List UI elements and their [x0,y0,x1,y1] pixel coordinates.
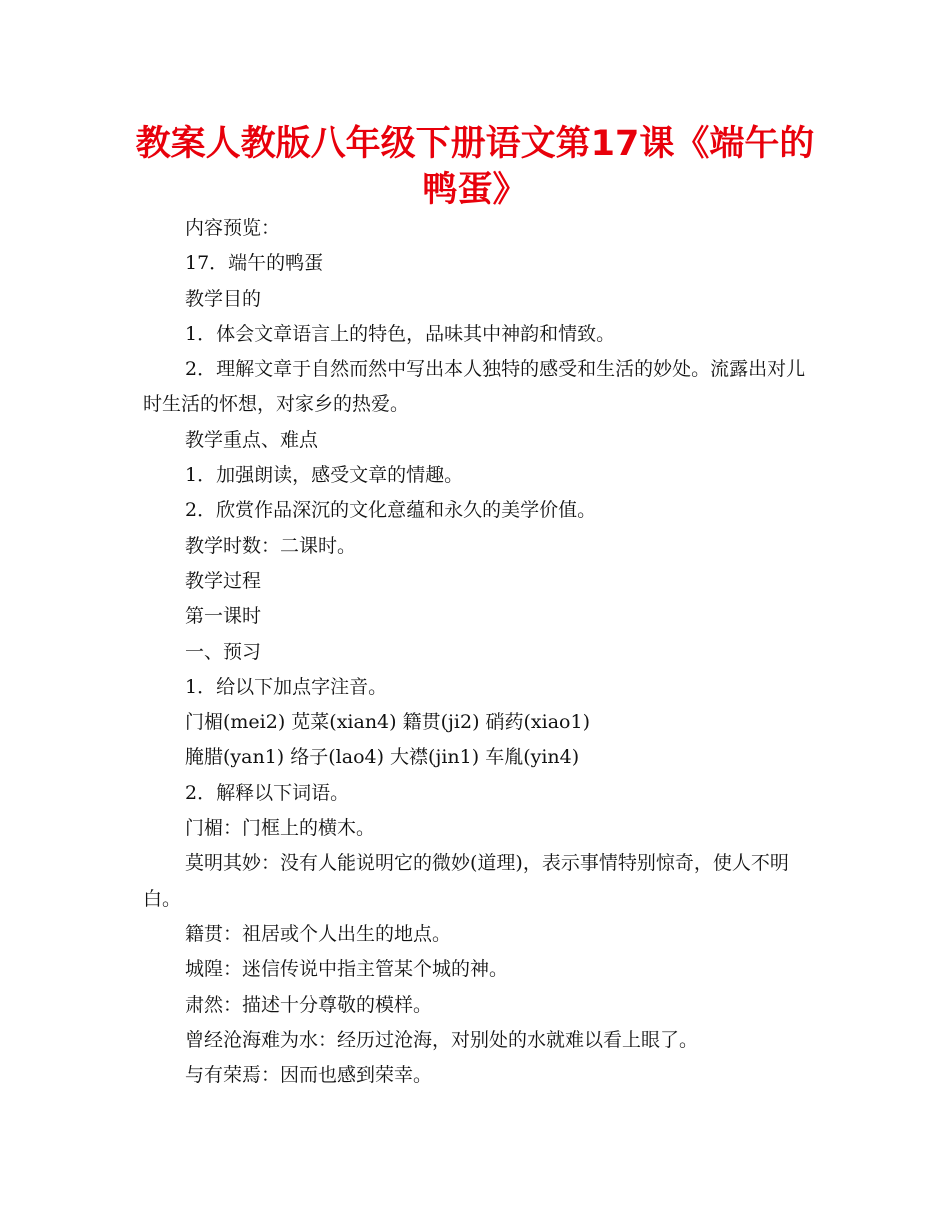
document-body [143,211,815,1093]
paragraph-definition-yuyourongyan: 与有荣焉：因而也感到荣幸。 [185,1064,433,1087]
document-title: 教案人教版八年级下册语文第17课《端午的鸭蛋》 [135,124,815,210]
paragraph-definition-chenghuang: 城隍：迷信传说中指主管某个城的神。 [185,958,509,981]
paragraph-definition-jiguan: 籍贯：祖居或个人出生的地点。 [185,922,452,945]
paragraph-pinyin-row-1: 门楣(mei2) 苋菜(xian4) 籍贯(ji2) 硝药(xiao1) [185,711,590,734]
paragraph-goal-1: 1．体会文章语言上的特色，品味其中神韵和情致。 [185,322,616,345]
paragraph-pinyin-row-2: 腌腊(yan1) 络子(lao4) 大襟(jin1) 车胤(yin4) [185,746,580,769]
paragraph-pinyin-task: 1．给以下加点字注音。 [185,675,388,698]
paragraph-teaching-process-heading: 教学过程 [185,569,262,592]
paragraph-lesson-heading: 17．端午的鸭蛋 [185,252,324,275]
paragraph-first-period: 第一课时 [185,605,262,628]
paragraph-definition-suran: 肃然：描述十分尊敬的模样。 [185,993,433,1016]
paragraph-teaching-hours: 教学时数：二课时。 [185,534,357,557]
paragraph-preview-section: 一、预习 [185,640,262,663]
paragraph-definition-momingqimiao: 莫明其妙：没有人能说明它的微妙(道理)，表示事情特别惊奇，使人不明白。 [143,852,789,910]
paragraph-vocabulary-task: 2．解释以下词语。 [185,781,350,804]
paragraph-goal-2: 2．理解文章于自然而然中写出本人独特的感受和生活的妙处。流露出对儿时生活的怀想，对家乡的热爱。 [143,358,806,416]
paragraph-key-point-2: 2．欣赏作品深沉的文化意蕴和永久的美学价值。 [185,499,597,522]
paragraph-preview-label: 内容预览： [185,217,281,239]
paragraph-definition-menmei: 门楣：门框上的横木。 [185,817,376,840]
paragraph-key-point-1: 1．加强朗读，感受文章的情趣。 [185,464,464,487]
paragraph-teaching-goals-heading: 教学目的 [185,287,262,310]
paragraph-key-points-heading: 教学重点、难点 [185,428,319,451]
paragraph-definition-cangjing: 曾经沧海难为水：经历过沧海，对别处的水就难以看上眼了。 [185,1028,699,1051]
